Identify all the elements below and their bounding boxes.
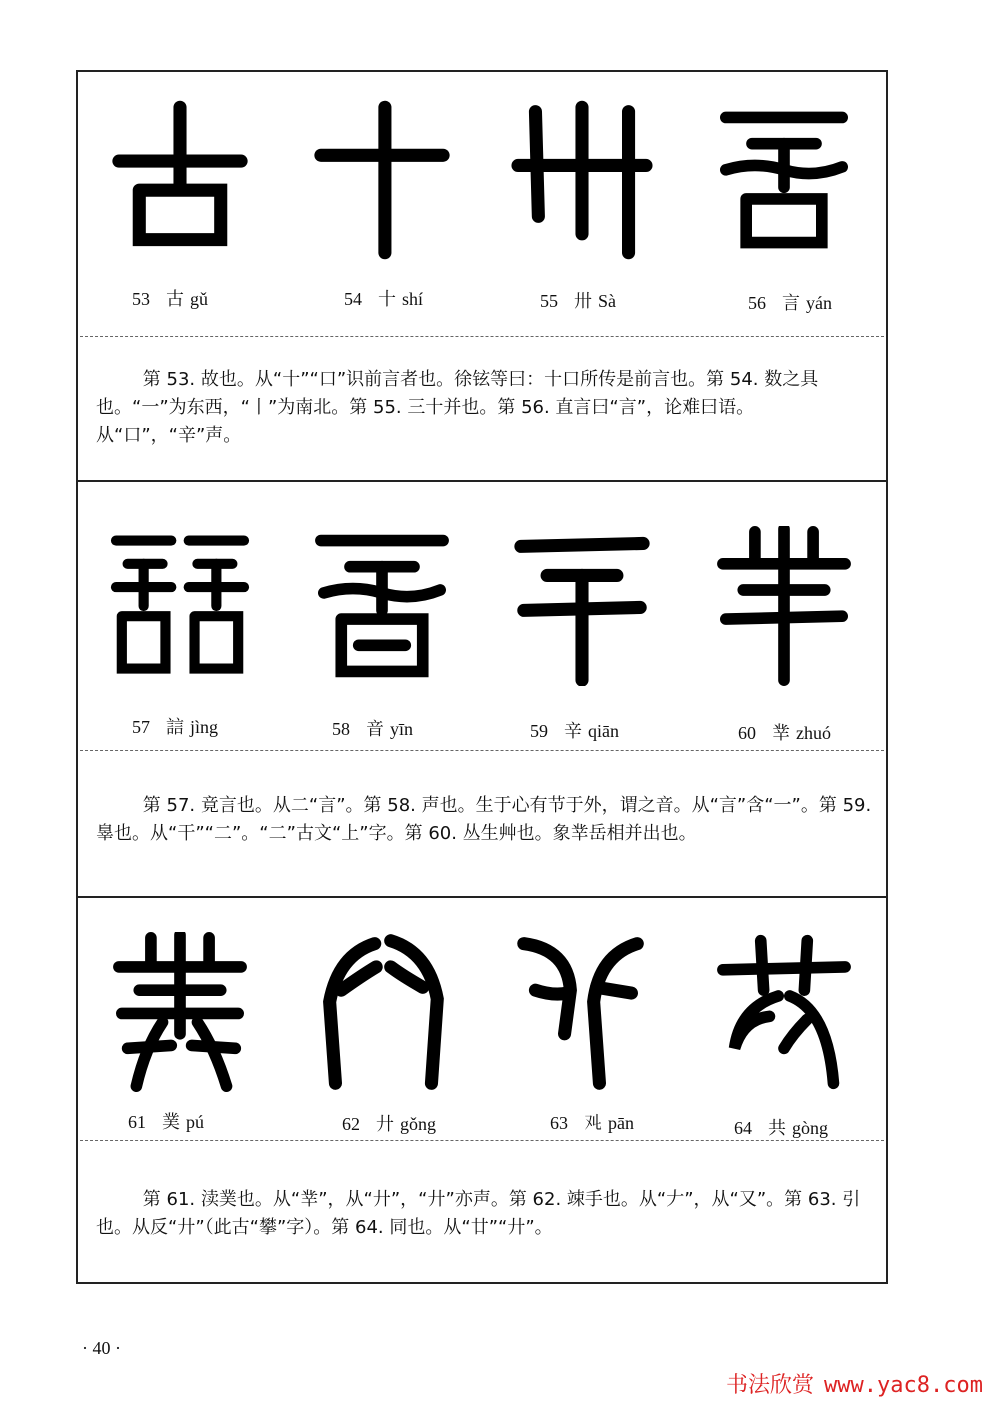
seal-glyph-62 xyxy=(302,922,462,1102)
char-glyph: 音 xyxy=(366,719,384,740)
seal-pan-icon xyxy=(507,932,657,1092)
char-number: 60 xyxy=(738,723,756,743)
seal-glyph-55 xyxy=(502,90,662,270)
char-number: 63 xyxy=(550,1113,568,1133)
char-glyph: 菐 xyxy=(162,1112,180,1133)
char-glyph: 十 xyxy=(378,289,396,310)
seal-glyph-64 xyxy=(704,922,864,1102)
seal-sa-icon xyxy=(507,100,657,260)
seal-gong-icon xyxy=(307,932,457,1092)
char-glyph: 共 xyxy=(768,1118,786,1139)
char-glyph: 卅 xyxy=(574,291,592,312)
seal-jing-icon xyxy=(105,526,255,686)
description-3: 第 61. 渎菐也。从“丵”，从“廾”，“廾”亦声。第 62. 竦手也。从“𠂇”，从“又”。第 63. 引也。从反“廾”（此古“攀”字）。第 64. 同也。从“廿”“廾”。 xyxy=(96,1189,861,1238)
char-pinyin: gǔ xyxy=(190,289,208,309)
caption-64 xyxy=(734,1114,828,1140)
char-glyph: 廾 xyxy=(376,1114,394,1135)
char-glyph: 丵 xyxy=(772,723,790,744)
seal-zhuo-icon xyxy=(709,526,859,686)
char-number: 62 xyxy=(342,1114,360,1134)
caption-54 xyxy=(344,285,423,311)
char-number: 59 xyxy=(530,721,548,741)
seal-glyph-59 xyxy=(502,516,662,696)
caption-58 xyxy=(332,715,413,741)
seal-glyph-54 xyxy=(302,90,462,270)
caption-60 xyxy=(738,719,831,745)
seal-glyph-63 xyxy=(502,922,662,1102)
char-number: 54 xyxy=(344,289,362,309)
char-glyph: 𠬜 xyxy=(584,1113,602,1134)
char-pinyin: qiān xyxy=(588,721,619,741)
char-number: 58 xyxy=(332,719,350,739)
seal-glyph-53 xyxy=(100,90,260,270)
divider xyxy=(80,336,884,337)
section-separator xyxy=(78,896,886,898)
caption-63 xyxy=(550,1112,634,1134)
caption-53 xyxy=(132,285,208,311)
page-number: · 40 · xyxy=(82,1338,121,1358)
watermark xyxy=(726,1368,983,1399)
char-pinyin: gòng xyxy=(792,1118,828,1138)
seal-glyph-61 xyxy=(100,922,260,1102)
seal-pu-icon xyxy=(105,932,255,1092)
char-pinyin: pān xyxy=(608,1113,634,1133)
char-number: 56 xyxy=(748,293,766,313)
caption-59 xyxy=(530,717,619,743)
seal-glyph-57 xyxy=(100,516,260,696)
seal-gong2-icon xyxy=(709,932,859,1092)
watermark-url: www.yac8.com xyxy=(824,1373,983,1398)
char-pinyin: shí xyxy=(402,289,424,309)
divider xyxy=(80,1140,884,1141)
char-pinyin: yán xyxy=(806,293,832,313)
caption-61 xyxy=(128,1108,204,1134)
section-separator xyxy=(78,480,886,482)
divider xyxy=(80,750,884,751)
char-number: 55 xyxy=(540,291,558,311)
seal-qian-icon xyxy=(507,526,657,686)
char-number: 53 xyxy=(132,289,150,309)
description-2: 第 57. 竟言也。从二“言”。第 58. 声也。生于心有节于外，谓之音。从“言”含“一”。第 59. 辠也。从“干”“二”。“二”古文“上”字。第 60. 丛生艸也。象丵岳相并出也。 xyxy=(96,795,872,844)
char-pinyin: jìng xyxy=(190,717,219,737)
char-pinyin: zhuó xyxy=(796,723,831,743)
seal-glyph-60 xyxy=(704,516,864,696)
char-pinyin: gǒng xyxy=(400,1114,436,1134)
char-glyph: 誩 xyxy=(166,717,184,738)
caption-56 xyxy=(748,289,832,315)
char-glyph: 言 xyxy=(782,293,800,314)
char-number: 61 xyxy=(128,1112,146,1132)
caption-55 xyxy=(540,287,616,313)
seal-glyph-56 xyxy=(704,90,864,270)
char-glyph: 辛 xyxy=(564,721,582,742)
seal-yan-icon xyxy=(709,100,859,260)
seal-yin-icon xyxy=(307,526,457,686)
char-pinyin: yīn xyxy=(390,719,414,739)
caption-62 xyxy=(342,1110,436,1136)
char-glyph: 古 xyxy=(166,289,184,310)
watermark-text: 书法欣赏 xyxy=(726,1373,815,1398)
caption-57 xyxy=(132,713,218,739)
seal-gu-icon xyxy=(105,100,255,260)
seal-glyph-58 xyxy=(302,516,462,696)
char-number: 64 xyxy=(734,1118,752,1138)
char-pinyin: pú xyxy=(186,1112,204,1132)
char-number: 57 xyxy=(132,717,150,737)
description-1: 第 53. 故也。从“十”“口”识前言者也。徐铉等曰：十口所传是前言也。第 54. 数之具也。“一”为东西，“丨”为南北。第 55. 三十并也。第 56. 直言曰“言”，论难曰语。从“口”，“辛”声。 xyxy=(96,369,819,446)
seal-shi-icon xyxy=(307,100,457,260)
page-frame xyxy=(76,70,888,1284)
char-pinyin: Sà xyxy=(598,291,616,311)
